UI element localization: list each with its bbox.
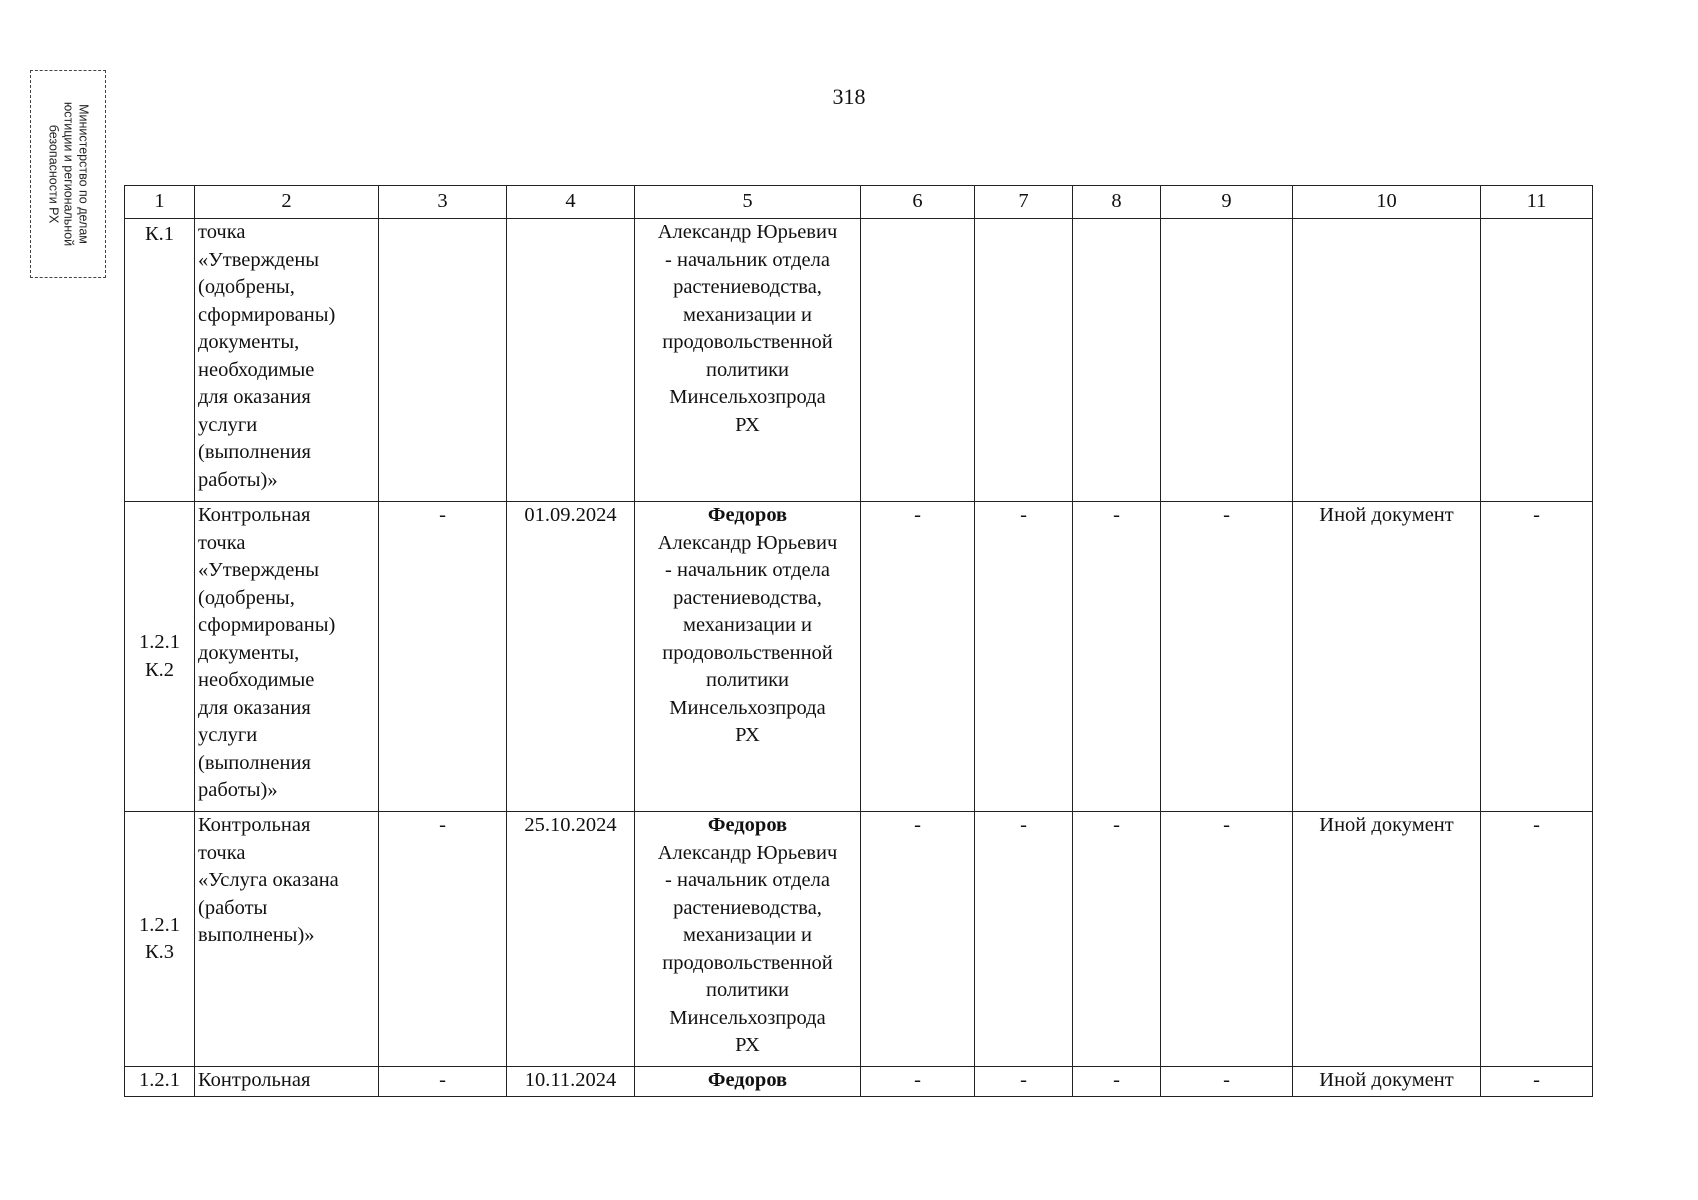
column-header: 8 <box>1073 186 1161 219</box>
document-cell: Иной документ <box>1293 1067 1481 1097</box>
responsible-rest: Александр Юрьевич - начальник отдела растениеводства, механизации и продовольственной политики Минсельхозпрода РХ <box>657 221 838 436</box>
responsible-name: Федоров <box>707 504 788 526</box>
col9-cell: - <box>1161 812 1293 1067</box>
document-cell <box>1293 219 1481 502</box>
responsible-cell <box>635 219 861 502</box>
col11-cell: - <box>1481 1067 1593 1097</box>
responsible-name: Федоров <box>707 814 788 836</box>
responsible-rest: Александр Юрьевич - начальник отдела растениеводства, механизации и продовольственной политики Минсельхозпрода РХ <box>657 841 838 1056</box>
col8-cell: - <box>1073 502 1161 812</box>
column-header: 1 <box>125 186 195 219</box>
col3-cell <box>379 219 507 502</box>
col8-cell: - <box>1073 812 1161 1067</box>
col3-cell: - <box>379 812 507 1067</box>
column-header: 5 <box>635 186 861 219</box>
stamp-line: безопасности РХ <box>46 124 61 224</box>
date-cell <box>507 219 635 502</box>
table-row <box>125 502 1593 812</box>
table-header-row <box>125 186 1593 219</box>
row-id: 1.2.1 К.2 <box>139 631 180 681</box>
registration-stamp <box>30 70 106 278</box>
row-id-cell: К.1 <box>125 219 195 502</box>
table-row <box>125 1067 1593 1097</box>
responsible-name: Федоров <box>707 1069 788 1091</box>
col11-cell <box>1481 219 1593 502</box>
col6-cell: - <box>861 812 975 1067</box>
col8-cell <box>1073 219 1161 502</box>
responsible-cell <box>635 502 861 812</box>
responsible-rest: Александр Юрьевич - начальник отдела растениеводства, механизации и продовольственной политики Минсельхозпрода РХ <box>657 531 838 746</box>
col6-cell: - <box>861 502 975 812</box>
document-cell: Иной документ <box>1293 502 1481 812</box>
date-cell: 25.10.2024 <box>507 812 635 1067</box>
col9-cell: - <box>1161 1067 1293 1097</box>
description-cell: Контрольная точка «Утверждены (одобрены, сформированы) документы, необходимые для оказания услуги (выполнения работы)» <box>195 502 379 812</box>
document-cell: Иной документ <box>1293 812 1481 1067</box>
stamp-text <box>46 74 91 274</box>
column-header: 4 <box>507 186 635 219</box>
col9-cell: - <box>1161 502 1293 812</box>
column-header: 3 <box>379 186 507 219</box>
responsible-cell <box>635 1067 861 1097</box>
col7-cell: - <box>975 502 1073 812</box>
col6-cell: - <box>861 1067 975 1097</box>
responsible-cell <box>635 812 861 1067</box>
row-id: 1.2.1 К.3 <box>139 913 180 963</box>
col9-cell <box>1161 219 1293 502</box>
col7-cell: - <box>975 812 1073 1067</box>
col8-cell: - <box>1073 1067 1161 1097</box>
col3-cell: - <box>379 502 507 812</box>
page-number: 318 <box>832 84 866 109</box>
row-id-cell <box>125 502 195 812</box>
stamp-line: Министерство по делам <box>76 104 91 244</box>
row-id-cell: 1.2.1 <box>125 1067 195 1097</box>
column-header: 7 <box>975 186 1073 219</box>
column-header: 6 <box>861 186 975 219</box>
col11-cell: - <box>1481 812 1593 1067</box>
column-header: 10 <box>1293 186 1481 219</box>
table-row <box>125 812 1593 1067</box>
col7-cell: - <box>975 1067 1073 1097</box>
control-points-table <box>124 185 1593 1097</box>
column-header: 11 <box>1481 186 1593 219</box>
description-cell: Контрольная <box>195 1067 379 1097</box>
date-cell: 10.11.2024 <box>507 1067 635 1097</box>
column-header: 9 <box>1161 186 1293 219</box>
table-row <box>125 219 1593 502</box>
col6-cell <box>861 219 975 502</box>
date-cell: 01.09.2024 <box>507 502 635 812</box>
description-cell: точка «Утверждены (одобрены, сформированы) документы, необходимые для оказания услуги (выполнения работы)» <box>195 219 379 502</box>
col7-cell <box>975 219 1073 502</box>
stamp-line: юстиции и региональной <box>61 101 76 247</box>
row-id-cell <box>125 812 195 1067</box>
column-header: 2 <box>195 186 379 219</box>
description-cell: Контрольная точка «Услуга оказана (работы выполнены)» <box>195 812 379 1067</box>
col3-cell: - <box>379 1067 507 1097</box>
col11-cell: - <box>1481 502 1593 812</box>
